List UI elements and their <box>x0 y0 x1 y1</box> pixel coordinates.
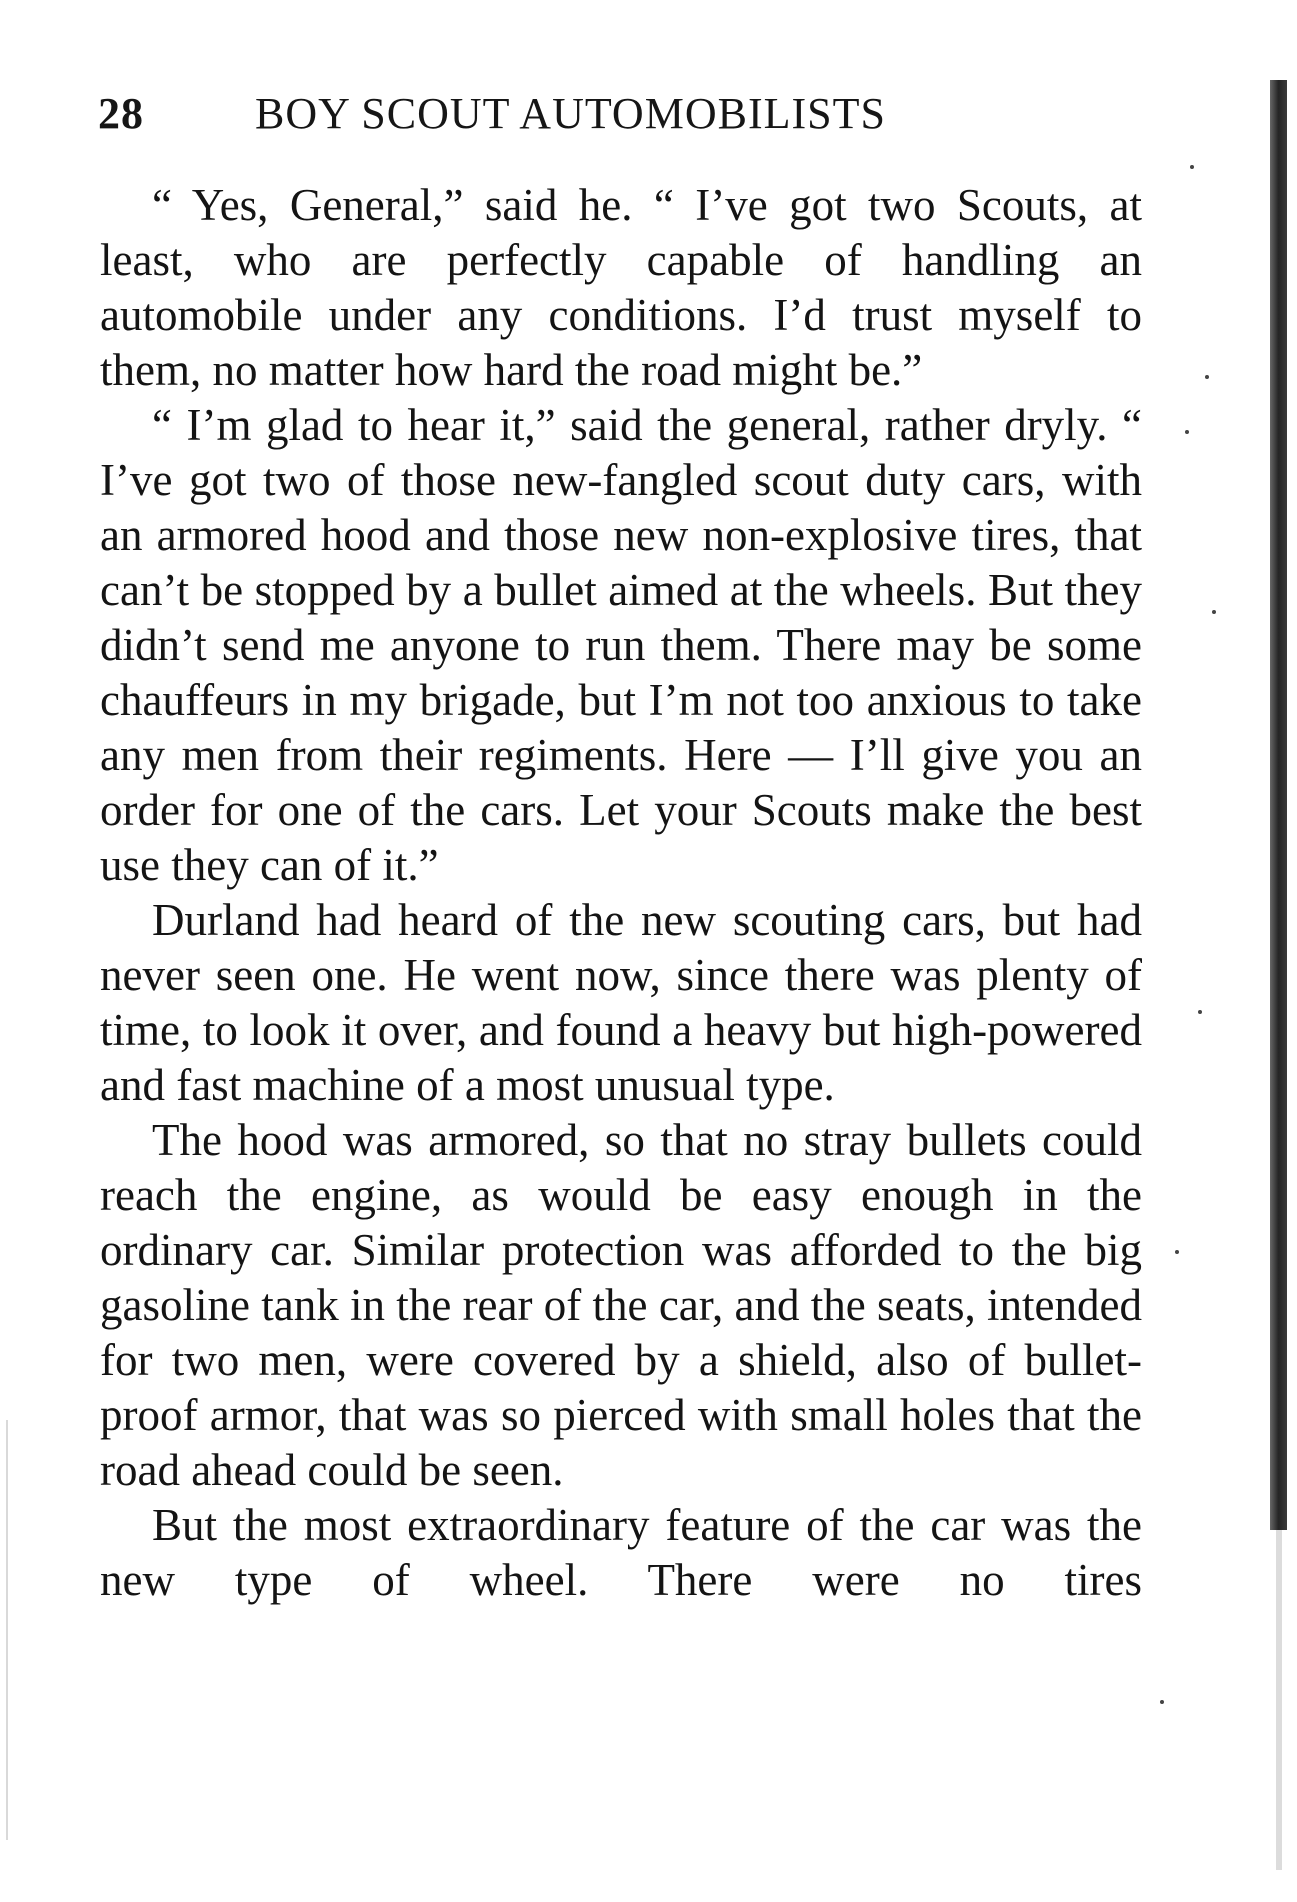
print-speck <box>1175 1250 1179 1254</box>
print-speck <box>1160 1700 1164 1704</box>
paragraph-2: “ I’m glad to hear it,” said the general, rather dryly. “ I’ve got two of those new-fangled scout duty cars, with an armored hood and those new non-explosive tires, that can’t be stopped by a bullet aimed at the wheels. But they didn’t send me anyone to run them. There may be some chauffeurs in my brigade, but I’m not too anxious to take any men from their regiments. Here — I’ll give you an order for one of the cars. Let your Scouts make the best use they can of it.” <box>100 400 1142 890</box>
binding-gutter-shadow <box>1270 80 1287 1530</box>
binding-gutter-shadow-lower <box>1276 1530 1282 1870</box>
print-speck <box>1212 610 1216 614</box>
print-speck <box>1185 430 1189 434</box>
paragraph-1: “ Yes, General,” said he. “ I’ve got two Scouts, at least, who are perfectly capable of handling an automobile under any conditions. I’d trust myself to them, no matter how hard the road might be.” <box>100 180 1142 395</box>
print-speck <box>1190 165 1194 169</box>
page-header <box>98 88 998 138</box>
left-edge-mark <box>6 1420 8 1840</box>
paragraph-3: Durland had heard of the new scouting cars, but had never seen one. He went now, since there was plenty of time, to look it over, and found a heavy but high-powered and fast machine of a most unusual type. <box>100 895 1142 1110</box>
page-number: 28 <box>98 89 144 138</box>
body-text <box>100 178 1142 1608</box>
paragraph-4: The hood was armored, so that no stray bullets could reach the engine, as would be easy enough in the ordinary car. Similar protection was afforded to the big gasoline tank in the rear of the car, and the seats, intended for two men, were covered by a shield, also of bullet-proof armor, that was so pierced with small holes that the road ahead could be seen. <box>100 1115 1142 1495</box>
print-speck <box>1198 1010 1202 1014</box>
running-head: BOY SCOUT AUTOMOBILISTS <box>255 89 886 138</box>
print-speck <box>1205 375 1209 379</box>
paragraph-5: But the most extraordinary feature of the car was the new type of wheel. There were no tires <box>100 1500 1142 1605</box>
